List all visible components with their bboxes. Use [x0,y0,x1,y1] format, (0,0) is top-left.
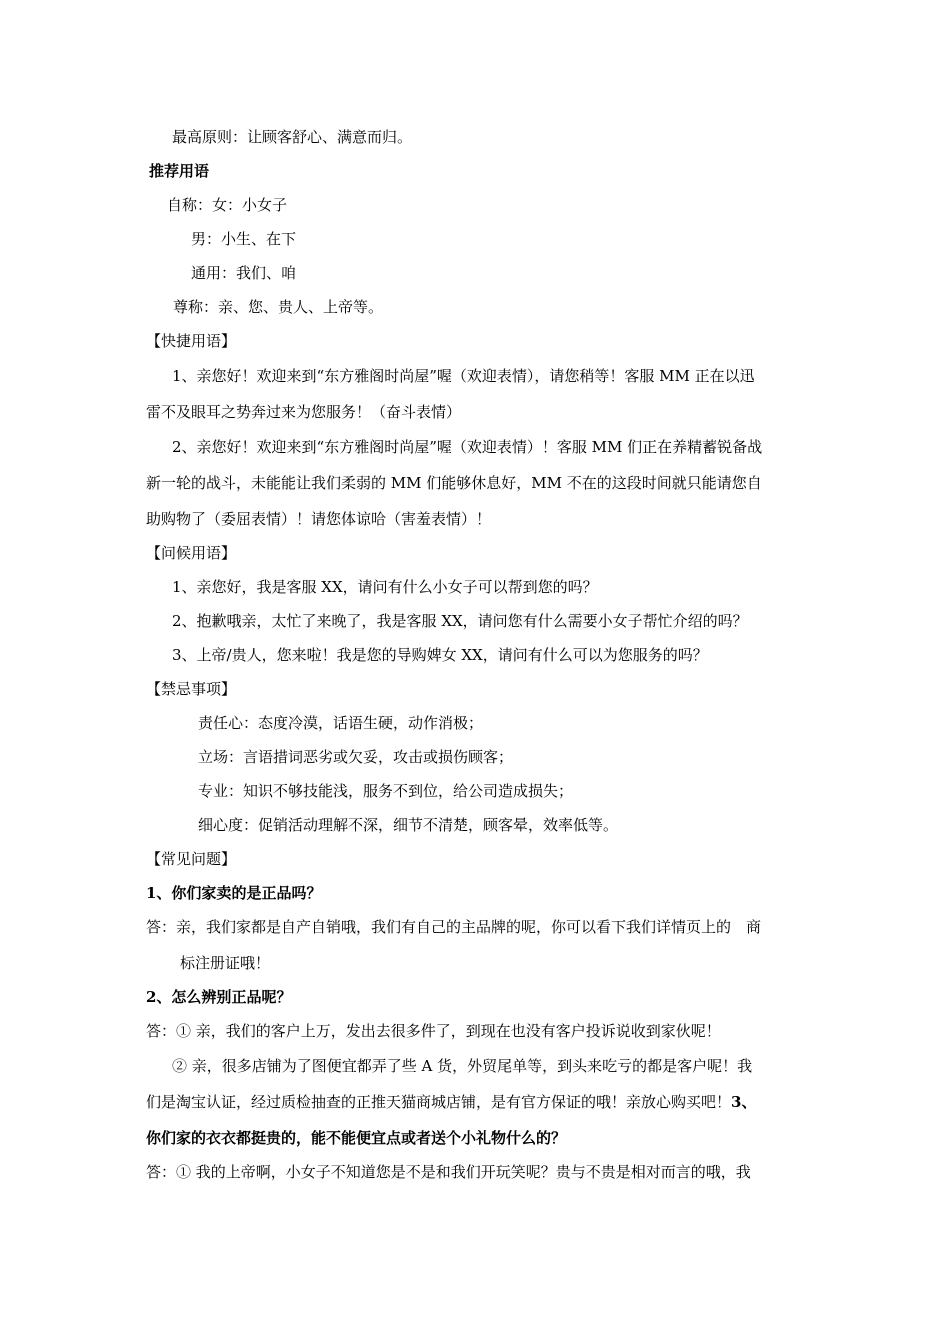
faq-question-3-number: 3、 [731,1093,757,1111]
quick-paragraph-2-line-2: 新一轮的战斗，未能能让我们柔弱的 MM 们能够休息好，MM 不在的这段时间就只能请您自 [146,474,762,492]
self-male-line: 男：小生、在下 [191,230,297,248]
faq-answer-2-line-3 [146,1092,756,1112]
faq-heading: 【常见问题】 [146,850,237,868]
quick-paragraph-2-line-1: 2、亲您好！欢迎来到“东方雅阁时尚屋”喔（欢迎表情）！客服 MM 们正在养精蓄锐备战 [172,438,763,456]
taboo-heading: 【禁忌事项】 [146,680,237,698]
taboo-item: 细心度：促销活动理解不深，细节不清楚，顾客晕，效率低等。 [198,816,619,834]
self-title-line: 自称：女：小女子 [167,196,288,214]
greeting-item: 1、亲您好，我是客服 XX，请问有什么小女子可以帮到您的吗？ [172,578,598,596]
greeting-heading: 【问候用语】 [146,544,237,562]
faq-answer-2-line-1: 答：① 亲，我们的客户上万，发出去很多件了，到现在也没有客户投诉说收到家伙呢！ [146,1022,721,1040]
taboo-item: 责任心：态度冷漠，话语生硬，动作消极； [198,714,484,732]
faq-answer-3-line-1: 答：① 我的上帝啊，小女子不知道您是不是和我们开玩笑呢？贵与不贵是相对而言的哦，我 [146,1163,751,1181]
quick-paragraph-1-line-2: 雷不及眼耳之势奔过来为您服务！（奋斗表情） [146,403,462,421]
quick-phrases-heading: 【快捷用语】 [146,332,237,350]
taboo-item: 立场：言语措词恶劣或欠妥，攻击或损伤顾客； [198,748,514,766]
taboo-item: 专业：知识不够技能浅，服务不到位，给公司造成损失； [198,782,574,800]
faq-answer-1-line-1: 答：亲，我们家都是自产自销哦，我们有自己的主品牌的呢，你可以看下我们详情页上的 商 [146,918,762,936]
greeting-item: 2、抱歉哦亲，太忙了来晚了，我是客服 XX，请问您有什么需要小女子帮忙介绍的吗？ [172,612,748,630]
self-general-line: 通用：我们、咱 [191,264,297,282]
faq-answer-1-line-2: 标注册证哦！ [180,954,271,972]
faq-question-2: 2、怎么辨别正品呢？ [146,988,292,1006]
honorific-line: 尊称：亲、您、贵人、上帝等。 [173,298,384,316]
quick-paragraph-2-line-3: 助购物了（委屈表情）！请您体谅哈（害羞表情）！ [146,510,492,528]
recommend-heading: 推荐用语 [149,162,210,180]
faq-answer-2-line-2: ② 亲，很多店铺为了图便宜都弄了些 A 货，外贸尾单等，到头来吃亏的都是客户呢！我 [172,1057,753,1075]
principle-line: 最高原则：让顾客舒心、满意而归。 [172,128,413,146]
faq-question-3: 你们家的衣衣都挺贵的，能不能便宜点或者送个小礼物什么的？ [146,1129,567,1147]
greeting-item: 3、上帝/贵人，您来啦！我是您的导购婢女 XX，请问有什么可以为您服务的吗？ [172,646,708,664]
quick-paragraph-1-line-1: 1、亲您好！欢迎来到“东方雅阁时尚屋”喔（欢迎表情），请您稍等！客服 MM 正在以迅 [172,367,755,385]
faq-answer-2-line-3-text: 们是淘宝认证，经过质检抽查的正推天猫商城店铺，是有官方保证的哦！亲放心购买吧！ [146,1093,732,1111]
faq-question-1: 1、你们家卖的是正品吗？ [146,884,322,902]
